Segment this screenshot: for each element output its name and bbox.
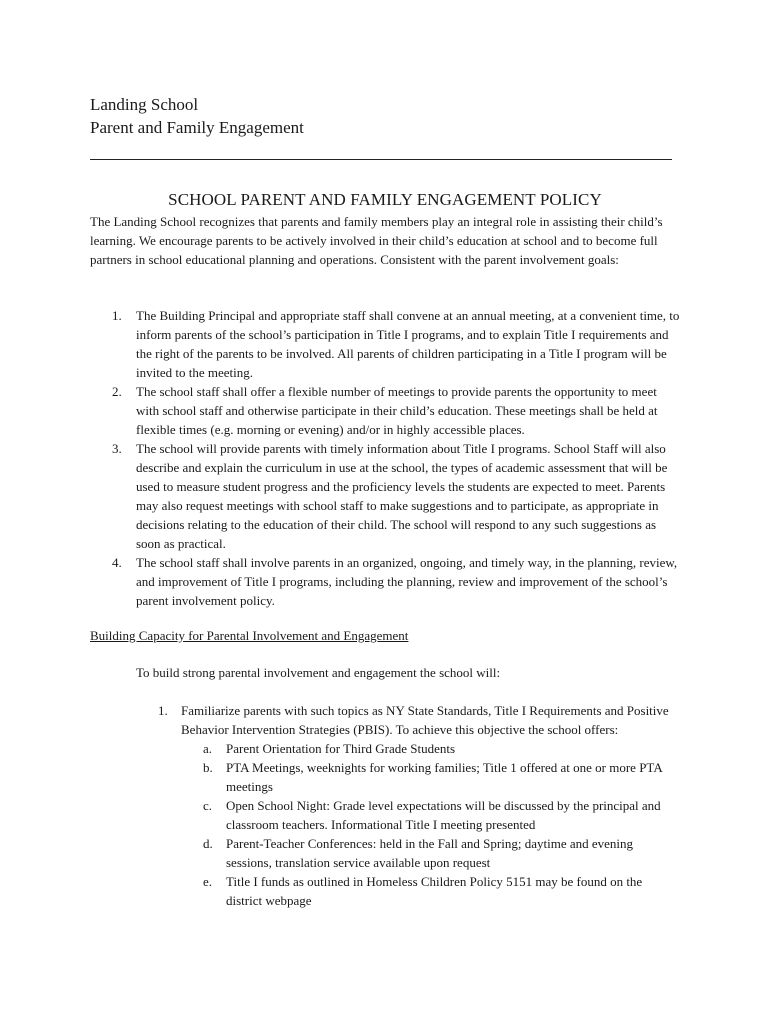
sub-list-letter: c. [203,798,213,813]
list-number: 4. [112,555,122,570]
list-item-text: Familiarize parents with such topics as NY State Standards, Title I Requirements and Positive Behavior Intervention Strategies (PBIS). To achieve this objective the school offers: [181,703,669,737]
capacity-list [136,701,676,910]
list-number: 1. [112,308,122,323]
document-subtitle: Parent and Family Engagement [90,118,304,137]
sub-list-letter: e. [203,874,213,889]
sub-list-letter: a. [203,741,213,756]
goals-list [90,306,682,610]
list-item-text: The Building Principal and appropriate staff shall convene at an annual meeting, at a convenient time, to inform parents of the school’s participation in Title I programs, and to explain Title I requirements and the right of the parents to be involved. All parents of children participating in a Title I program will be invited to the meeting. [136,308,680,380]
list-item-text: The school will provide parents with timely information about Title I programs. School Staff will also describe and explain the curriculum in use at the school, the types of academic assessment that will be used to measure student progress and the proficiency levels the students are expected to meet. Parents may also request meetings with school staff to make suggestions and to participate, as appropriate in decisions relating to the education of their child. The school will respond to any such suggestions as soon as practical. [136,441,668,551]
sub-list-text: Title I funds as outlined in Homeless Children Policy 5151 may be found on the district webpage [226,874,643,908]
policy-title: SCHOOL PARENT AND FAMILY ENGAGEMENT POLICY [168,190,602,209]
offerings-list [181,739,676,910]
sub-list-text: Parent-Teacher Conferences: held in the Fall and Spring; daytime and evening sessions, translation service available upon request [226,836,634,870]
list-number: 3. [112,441,122,456]
list-item [90,553,682,610]
section-heading: Building Capacity for Parental Involvement and Engagement [90,628,409,643]
sub-list-item [181,796,676,834]
sub-list-letter: d. [203,836,213,851]
sub-list-item [181,739,676,758]
list-item [90,382,682,439]
list-number: 1. [158,703,168,718]
sub-list-item [181,872,676,910]
list-item-text: The school staff shall involve parents in an organized, ongoing, and timely way, in the planning, review, and improvement of Title I programs, including the planning, review and improvement of the school’s parent involvement policy. [136,555,678,608]
list-item [90,439,682,553]
list-item [90,306,682,382]
list-number: 2. [112,384,122,399]
school-name: Landing School [90,95,199,114]
sub-list-text: Open School Night: Grade level expectations will be discussed by the principal and classroom teachers. Informational Title I meeting presented [226,798,661,832]
header-divider [90,159,672,160]
sub-list-item [181,758,676,796]
section-lead: To build strong parental involvement and engagement the school will: [136,665,501,680]
sub-list-letter: b. [203,760,213,775]
list-item [136,701,676,910]
sub-list-item [181,834,676,872]
intro-paragraph: The Landing School recognizes that parents and family members play an integral role in assisting their child’s learning. We encourage parents to be actively involved in their child’s education at school and to become full partners in school educational planning and operations. Consistent with the parent involvement goals: [90,214,663,267]
list-item-text: The school staff shall offer a flexible number of meetings to provide parents the opportunity to meet with school staff and otherwise participate in their child’s education. These meetings shall be held at flexible times (e.g. morning or evening) and/or in highly accessible places. [136,384,658,437]
sub-list-text: Parent Orientation for Third Grade Students [226,741,456,756]
sub-list-text: PTA Meetings, weeknights for working families; Title 1 offered at one or more PTA meetings [226,760,663,794]
